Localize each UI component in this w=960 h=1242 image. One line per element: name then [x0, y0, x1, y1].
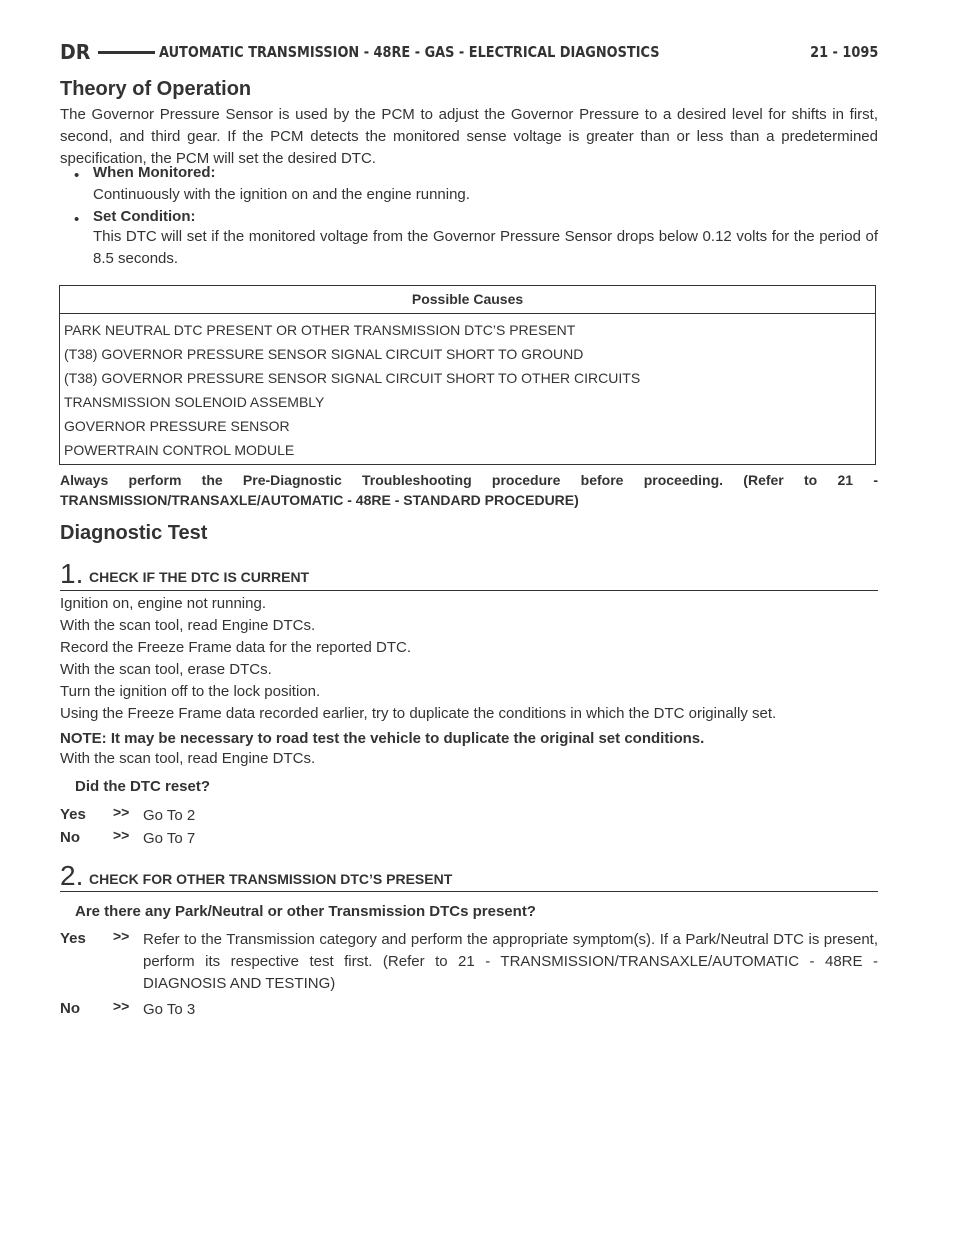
step-1-line: Record the Freeze Frame data for the reported DTC. [60, 639, 411, 656]
page-number: 21 - 1095 [809, 43, 878, 61]
cause-item: PARK NEUTRAL DTC PRESENT OR OTHER TRANSMISSION DTC’S PRESENT [64, 322, 576, 338]
header-logo: DR [60, 40, 91, 64]
page-header [60, 36, 878, 68]
step-1-rule [60, 590, 878, 591]
cause-item: (T38) GOVERNOR PRESSURE SENSOR SIGNAL CIRCUIT SHORT TO OTHER CIRCUITS [64, 370, 641, 386]
arrow-icon: >> [113, 998, 130, 1014]
answer-yes-label: Yes [60, 930, 86, 947]
set-condition-text: This DTC will set if the monitored voltage from the Governor Pressure Sensor drops below 0.12 volts for the period of 8.5 seconds. [93, 228, 878, 267]
bullet-icon: • [74, 167, 80, 184]
step-1-line: Using the Freeze Frame data recorded earlier, try to duplicate the conditions in which the DTC originally set. [60, 705, 777, 722]
answer-yes-label: Yes [60, 806, 86, 823]
step-1-number: 1. [60, 558, 84, 589]
step-1-line: With the scan tool, read Engine DTCs. [60, 617, 316, 634]
set-condition-title: Set Condition: [93, 208, 196, 225]
step-1-line: Turn the ignition off to the lock position. [60, 683, 321, 700]
step-1-note: NOTE: It may be necessary to road test the vehicle to duplicate the original set conditions. [60, 730, 705, 747]
possible-causes-heading: Possible Causes [60, 286, 875, 314]
cause-item: POWERTRAIN CONTROL MODULE [64, 442, 295, 458]
header-rule [98, 51, 155, 54]
theory-paragraph: The Governor Pressure Sensor is used by the PCM to adjust the Governor Pressure to a desired level for shifts in first, second, and third gear. If the PCM detects the monitored sense voltage is greater than or less than a predetermined specification, the PCM will set the desired DTC. [60, 106, 878, 167]
step-2-number: 2. [60, 860, 84, 891]
step-1-line: With the scan tool, read Engine DTCs. [60, 750, 316, 767]
step-1-line: Ignition on, engine not running. [60, 595, 266, 612]
header-title: AUTOMATIC TRANSMISSION - 48RE - GAS - ELECTRICAL DIAGNOSTICS [158, 43, 660, 61]
answer-no-label: No [60, 1000, 80, 1017]
diagnostic-heading: Diagnostic Test [60, 522, 208, 544]
when-monitored-title: When Monitored: [93, 164, 216, 181]
cause-item: TRANSMISSION SOLENOID ASSEMBLY [64, 394, 325, 410]
answer-yes-action: Go To 2 [143, 807, 196, 824]
answer-no-label: No [60, 829, 80, 846]
when-monitored-text: Continuously with the ignition on and the engine running. [93, 186, 470, 203]
possible-causes-table [59, 285, 876, 465]
step-1-question: Did the DTC reset? [75, 778, 211, 795]
pre-diagnostic-notice: Always perform the Pre-Diagnostic Troubleshooting procedure before proceeding. (Refer to 21 - TRANSMISSION/TRANSAXLE/AUTOMATIC - 48RE - STANDARD PROCEDURE) [60, 472, 878, 508]
cause-item: GOVERNOR PRESSURE SENSOR [64, 418, 290, 434]
theory-heading: Theory of Operation [60, 78, 252, 100]
step-2-title: CHECK FOR OTHER TRANSMISSION DTC’S PRESENT [89, 871, 453, 887]
step-1-line: With the scan tool, erase DTCs. [60, 661, 272, 678]
answer-yes-action: Refer to the Transmission category and perform the appropriate symptom(s). If a Park/Neutral DTC is present, perform its respective test first. (Refer to 21 - TRANSMISSION/TRANSAXLE/AUTOMATIC - 48RE - DIAGNOSIS AND TESTING) [143, 931, 878, 992]
bullet-icon: • [74, 211, 80, 228]
arrow-icon: >> [113, 804, 130, 820]
arrow-icon: >> [113, 827, 130, 843]
cause-item: (T38) GOVERNOR PRESSURE SENSOR SIGNAL CIRCUIT SHORT TO GROUND [64, 346, 584, 362]
step-2-question: Are there any Park/Neutral or other Transmission DTCs present? [75, 903, 536, 920]
answer-no-action: Go To 3 [143, 1001, 196, 1018]
step-1-title: CHECK IF THE DTC IS CURRENT [89, 569, 310, 585]
answer-no-action: Go To 7 [143, 830, 196, 847]
step-2-rule [60, 891, 878, 892]
arrow-icon: >> [113, 928, 130, 944]
